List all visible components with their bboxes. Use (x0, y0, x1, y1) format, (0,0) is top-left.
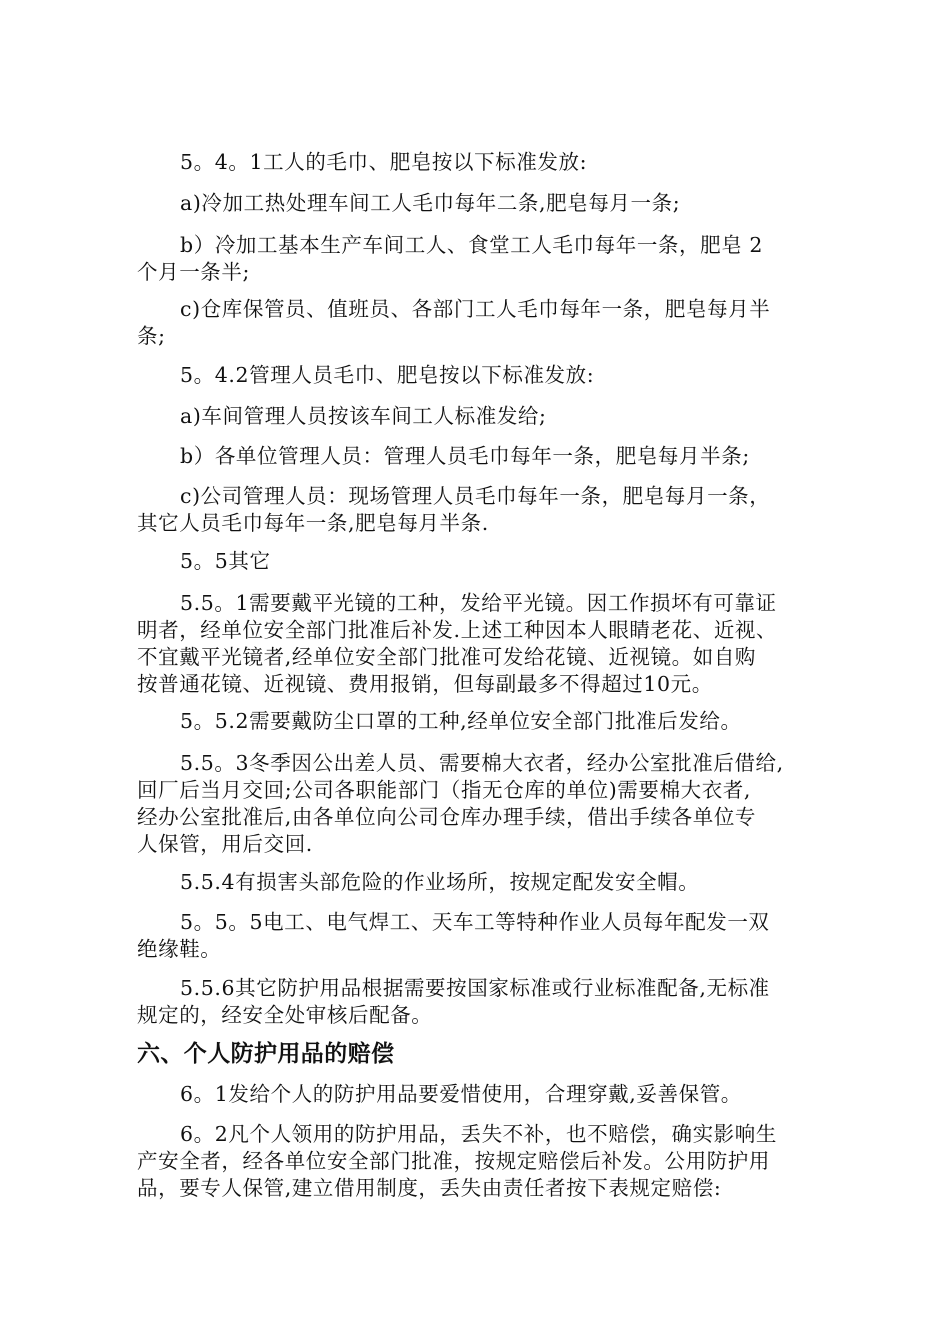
paragraph-5-5-1 (137, 590, 817, 698)
paragraph-5-4-2-a (137, 403, 817, 430)
text-line: c)仓库保管员、值班员、各部门工人毛巾每年一条，肥皂每月半 (180, 297, 771, 321)
text-line: b）各单位管理人员：管理人员毛巾每年一条，肥皂每月半条; (180, 444, 750, 468)
text-line: 6。1发给个人的防护用品要爱惜使用，合理穿戴,妥善保管。 (180, 1082, 742, 1106)
paragraph-5-5-4 (137, 869, 817, 896)
text-line: 产安全者，经各单位安全部门批准，按规定赔偿后补发。公用防护用 (137, 1149, 770, 1173)
paragraph-5-4-2-b (137, 443, 817, 470)
text-line: 条; (137, 324, 166, 348)
text-line: 其它人员毛巾每年一条,肥皂每月半条. (137, 511, 489, 535)
text-line: 人保管，用后交回. (137, 832, 313, 856)
text-line: 5.5.6其它防护用品根据需要按国家标准或行业标准配备,无标准 (180, 976, 770, 1000)
text-line: 5.5.4有损害头部危险的作业场所，按规定配发安全帽。 (180, 870, 700, 894)
text-line: 经办公室批准后,由各单位向公司仓库办理手续，借出手续各单位专 (137, 805, 757, 829)
text-line: 6。2凡个人领用的防护用品，丢失不补，也不赔偿，确实影响生 (180, 1122, 777, 1146)
paragraph-5-5-2 (137, 708, 817, 735)
text-line: 不宜戴平光镜者,经单位安全部门批准可发给花镜、近视镜。如自购 (137, 645, 757, 669)
text-line: 明者，经单位安全部门批准后补发.上述工种因本人眼睛老花、近视、 (137, 618, 778, 642)
text-line: 规定的，经安全处审核后配备。 (137, 1003, 433, 1027)
paragraph-5-4-2 (137, 362, 817, 389)
text-line: 5.5。1需要戴平光镜的工种，发给平光镜。因工作损坏有可靠证 (180, 591, 777, 615)
text-line: 5。5.2需要戴防尘口罩的工种,经单位安全部门批准后发给。 (180, 709, 742, 733)
paragraph-6-2 (137, 1121, 817, 1202)
text-line: 5。5其它 (180, 549, 271, 573)
paragraph-5-5-6 (137, 975, 817, 1029)
text-line: 5。5。5电工、电气焊工、天车工等特种作业人员每年配发一双 (180, 910, 770, 934)
paragraph-5-4-1-a (137, 190, 817, 217)
paragraph-5-4-1-c (137, 296, 817, 350)
text-line: c)公司管理人员：现场管理人员毛巾每年一条，肥皂每月一条， (180, 484, 771, 508)
paragraph-5-5-3 (137, 750, 817, 858)
text-line: 品，要专人保管,建立借用制度，丢失由责任者按下表规定赔偿: (137, 1176, 722, 1200)
text-line: 5。4。1工人的毛巾、肥皂按以下标准发放: (180, 150, 588, 174)
text-line: 按普通花镜、近视镜、费用报销，但每副最多不得超过10元。 (137, 672, 713, 696)
text-line: b）冷加工基本生产车间工人、食堂工人毛巾每年一条，肥皂 2 (180, 233, 764, 257)
paragraph-5-5-5 (137, 909, 817, 963)
text-line: 5.5。3冬季因公出差人员、需要棉大衣者，经办公室批准后借给, (180, 751, 784, 775)
paragraph-5-4-1 (137, 149, 817, 176)
text-line: 回厂后当月交回;公司各职能部门（指无仓库的单位)需要棉大衣者, (137, 778, 752, 802)
paragraph-5-4-1-b (137, 232, 817, 286)
paragraph-5-5 (137, 548, 817, 575)
paragraph-5-4-2-c (137, 483, 817, 537)
text-line: a)车间管理人员按该车间工人标准发给; (180, 404, 547, 428)
section-heading: 六、个人防护用品的赔偿 (137, 1041, 395, 1067)
text-line: 绝缘鞋。 (137, 937, 222, 961)
paragraph-6-1 (137, 1081, 817, 1108)
text-line: 个月一条半; (137, 260, 251, 284)
text-line: 5。4.2管理人员毛巾、肥皂按以下标准发放: (180, 363, 595, 387)
text-line: a)冷加工热处理车间工人毛巾每年二条,肥皂每月一条; (180, 191, 681, 215)
